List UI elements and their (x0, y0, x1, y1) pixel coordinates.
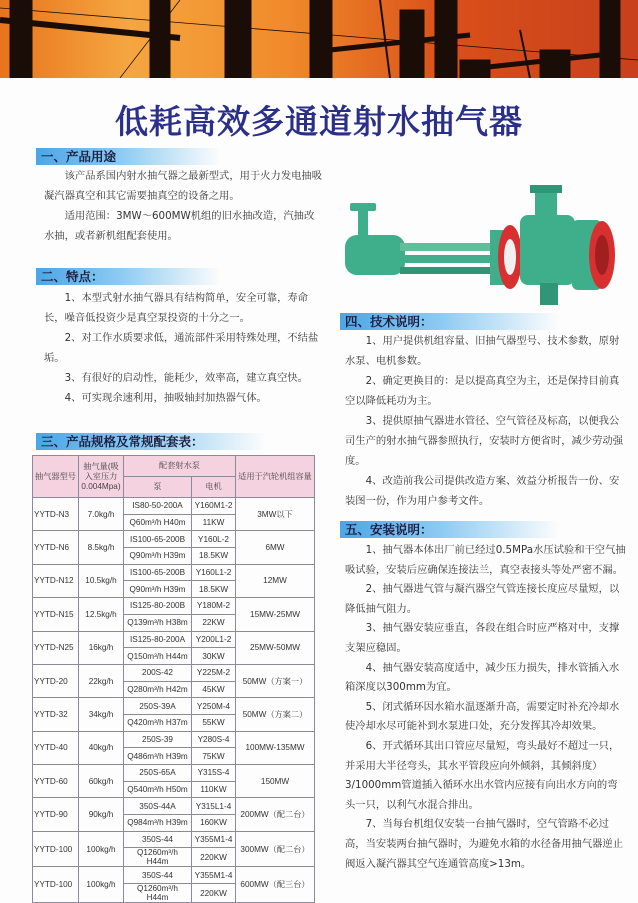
header-pump-group: 配套射水泵 (124, 456, 236, 477)
cell-application: 50MW（方案二） (236, 698, 315, 731)
paragraph: 适用范围：3MW～600MW机组的旧水抽改造，汽抽改水抽，或者新机组配套使用。 (44, 210, 315, 242)
table-row (33, 698, 315, 715)
cell-power: 75KW (192, 748, 236, 765)
header-model: 抽气器型号 (33, 456, 79, 498)
features-text (44, 288, 326, 408)
table-row (33, 798, 315, 815)
table-row (33, 631, 315, 648)
cell-capacity: 34kg/h (79, 698, 124, 731)
cell-motor: Y225M-2 (192, 664, 236, 681)
cell-pump: 350S-44 (124, 867, 192, 884)
cell-power: 11KW (192, 514, 236, 531)
installation-text (345, 541, 627, 874)
cell-model: YYTD-32 (33, 698, 79, 731)
cell-application: 100MW-135MW (236, 731, 315, 764)
cell-model: YYTD-20 (33, 664, 79, 697)
table-row (33, 664, 315, 681)
cell-capacity: 22kg/h (79, 664, 124, 697)
cell-power: 160KW (192, 815, 236, 832)
cell-capacity: 60kg/h (79, 765, 124, 798)
cell-flow: Q984m³/h H39m (124, 815, 192, 832)
cell-flow: Q486m³/h H39m (124, 748, 192, 765)
cell-application: 15MW-25MW (236, 598, 315, 631)
cell-flow: Q1260m³/h H44m (124, 848, 192, 867)
cell-application: 25MW-50MW (236, 631, 315, 664)
cell-pump: 250S-39A (124, 698, 192, 715)
cell-flow: Q540m³/h H50m (124, 781, 192, 798)
paragraph: 7、当每台机组仅安装一台抽气器时，空气管路不必过高，当安装两台抽气器时，为避免水箱的水径备用抽气器逆止阀返入凝汽器其空气连通管高度>13m。 (345, 818, 624, 870)
cell-pump: IS125-80-200B (124, 598, 192, 615)
cell-capacity: 8.5kg/h (79, 531, 124, 564)
section-heading-installation: 五、安装说明： (340, 521, 560, 538)
cell-motor: Y315S-4 (192, 765, 236, 782)
cell-model: YYTD-N3 (33, 498, 79, 531)
cell-capacity: 16kg/h (79, 631, 124, 664)
cell-capacity: 10.5kg/h (79, 564, 124, 597)
paragraph: 4、可实现余速利用，抽吸轴封加热器气体。 (64, 392, 267, 404)
paragraph: 5、闭式循环因水箱水温逐渐升高，需要定时补充冷却水使冷却水尽可能补到水泵进口处，充分发挥其冷却效果。 (345, 700, 620, 733)
paragraph: 4、抽气器安装高度适中，减少压力损失，排水管插入水箱深度以300mm为宜。 (345, 661, 620, 694)
table-row (33, 564, 315, 581)
cell-flow: Q280m³/h H42m (124, 681, 192, 698)
cell-flow: Q90m³/h H39m (124, 548, 192, 565)
cell-power: 110KW (192, 781, 236, 798)
section-heading-specs: 三、产品规格及常规配套表： (36, 433, 266, 450)
cell-flow: Q90m³/h H39m (124, 581, 192, 598)
cell-model: YYTD-N6 (33, 531, 79, 564)
paragraph: 1、用户提供机组容量、旧抽气器型号、技术参数，原射水泵、电机参数。 (345, 335, 620, 367)
header-banner-image (0, 0, 638, 78)
cell-power: 220KW (192, 884, 236, 903)
cell-model: YYTD-N12 (33, 564, 79, 597)
cell-pump: 250S-65A (124, 765, 192, 782)
cell-application: 600MW（配三台） (236, 867, 315, 903)
cell-motor: Y160M1-2 (192, 498, 236, 515)
cell-flow: Q1260m³/h H44m (124, 884, 192, 903)
cell-capacity: 100kg/h (79, 867, 124, 903)
cell-model: YYTD-N15 (33, 598, 79, 631)
paragraph: 1、抽气器本体出厂前已经过0.5MPa水压试验和干空气抽吸试验，安装后应确保连接法兰，真空表接头等处严密不漏。 (345, 544, 626, 576)
cell-pump: IS125-80-200A (124, 631, 192, 648)
cell-model: YYTD-100 (33, 867, 79, 903)
cell-capacity: 40kg/h (79, 731, 124, 764)
section-heading-technical: 四、技术说明： (340, 313, 560, 330)
cell-capacity: 100kg/h (79, 831, 124, 867)
cell-model: YYTD-100 (33, 831, 79, 867)
cell-pump: IS80-50-200A (124, 498, 192, 515)
paragraph: 3、有很好的启动性，能耗少，效率高，建立真空快。 (64, 372, 308, 384)
table-row (33, 498, 315, 515)
cell-pump: 250S-39 (124, 731, 192, 748)
cell-motor: Y280S-4 (192, 731, 236, 748)
cell-model: YYTD-90 (33, 798, 79, 831)
paragraph: 2、确定更换目的：是以提高真空为主，还是保持目前真空以降低耗功为主。 (345, 375, 620, 407)
table-row (33, 831, 315, 848)
paragraph: 1、本型式射水抽气器具有结构简单，安全可靠，寿命长，噪音低投资少是真空泵投资的十分之一。 (44, 292, 308, 324)
header-motor: 电机 (192, 477, 236, 498)
spec-table (32, 455, 315, 903)
section-heading-usage: 一、产品用途 (36, 148, 221, 165)
paragraph: 6、开式循环其出口管应尽量短，弯头最好不超过一只，并采用大半径弯头，其水平管段应向外倾斜，其倾斜度）3/1000mm管道插入循环水出水管内应接有向出水方向的弯头一只，以利气水混合排出。 (345, 739, 620, 811)
cell-motor: Y355M1-4 (192, 867, 236, 884)
cell-capacity: 90kg/h (79, 798, 124, 831)
cell-application: 12MW (236, 564, 315, 597)
cell-capacity: 7.0kg/h (79, 498, 124, 531)
cell-pump: 200S-42 (124, 664, 192, 681)
cell-power: 18.5KW (192, 581, 236, 598)
usage-text (44, 166, 324, 246)
cell-application: 3MW以下 (236, 498, 315, 531)
cell-flow: Q60m³/h H40m (124, 514, 192, 531)
cell-pump: IS100-65-200B (124, 564, 192, 581)
cell-motor: Y160L1-2 (192, 564, 236, 581)
table-row (33, 867, 315, 884)
table-row (33, 765, 315, 782)
cell-power: 45KW (192, 681, 236, 698)
table-row (33, 598, 315, 615)
page-title: 低耗高效多通道射水抽气器 (115, 102, 523, 141)
power-substation-silhouette (0, 0, 638, 78)
cell-motor: Y355M1-4 (192, 831, 236, 848)
cell-motor: Y200L1-2 (192, 631, 236, 648)
cell-flow: Q139m³/h H38m (124, 614, 192, 631)
cell-motor: Y180M-2 (192, 598, 236, 615)
cell-motor: Y160L-2 (192, 531, 236, 548)
paragraph: 该产品系国内射水抽气器之最新型式，用于火力发电抽吸凝汽器真空和其它需要抽真空的设备之用。 (44, 170, 323, 202)
cell-motor: Y315L1-4 (192, 798, 236, 815)
paragraph: 2、抽气器进气管与凝汽器空气管连接长度应尽量短，以降低抽气阻力。 (345, 583, 620, 615)
cell-model: YYTD-N25 (33, 631, 79, 664)
cell-pump: 350S-44 (124, 831, 192, 848)
cell-flow: Q420m³/h H37m (124, 714, 192, 731)
cell-application: 50MW（方案一） (236, 664, 315, 697)
paragraph: 4、改造前我公司提供改造方案、效益分析报告一份、安装图一份，作为用户参考文件。 (345, 475, 620, 507)
header-pump: 泵 (124, 477, 192, 498)
cell-application: 150MW (236, 765, 315, 798)
cell-power: 22KW (192, 614, 236, 631)
cell-pump: 350S-44A (124, 798, 192, 815)
cell-power: 30KW (192, 648, 236, 665)
cell-motor: Y250M-4 (192, 698, 236, 715)
cell-application: 300MW（配二台） (236, 831, 315, 867)
product-photo-ejector (340, 185, 625, 305)
cell-application: 6MW (236, 531, 315, 564)
technical-text (345, 331, 627, 511)
cell-model: YYTD-60 (33, 765, 79, 798)
cell-application: 200MW（配二台） (236, 798, 315, 831)
cell-power: 18.5KW (192, 548, 236, 565)
paragraph: 2、对工作水质要求低，通流部件采用特殊处理，不结盐垢。 (44, 332, 319, 364)
paragraph: 3、抽气器安装应垂直，各段在组合时应严格对中，支撑支架应稳固。 (345, 622, 620, 654)
header-capacity: 抽气量(吸入室压力0.004Mpa) (79, 456, 124, 498)
header-application: 适用于汽轮机组容量 (236, 456, 315, 498)
paragraph: 3、提供原抽气器进水管径、空气管径及标高，以便我公司生产的射水抽气器参照执行，安装时方便省时，减少劳动强度。 (345, 415, 624, 467)
cell-power: 220KW (192, 848, 236, 867)
table-row (33, 731, 315, 748)
table-row (33, 531, 315, 548)
section-heading-features: 二、特点： (36, 268, 221, 285)
cell-model: YYTD-40 (33, 731, 79, 764)
cell-power: 55KW (192, 714, 236, 731)
cell-pump: IS100-65-200B (124, 531, 192, 548)
cell-flow: Q150m³/h H44m (124, 648, 192, 665)
cell-capacity: 12.5kg/h (79, 598, 124, 631)
